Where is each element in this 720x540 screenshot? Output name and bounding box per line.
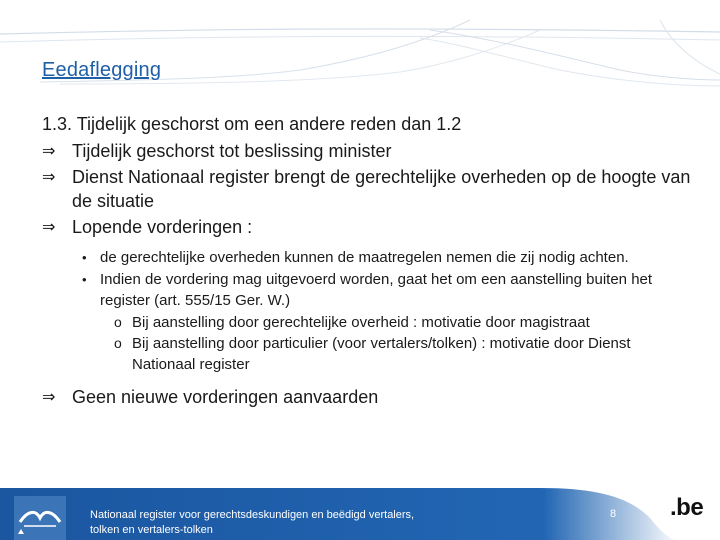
page-number: 8 [610, 508, 617, 520]
arrow-item-text: Lopende vorderingen : [72, 217, 253, 237]
sub-list-item-1 [42, 247, 692, 268]
slide-title: Eedaflegging [42, 59, 162, 81]
section-heading: 1.3. Tijdelijk geschorst om een andere reden dan 1.2 [42, 114, 462, 134]
institution-logo-icon [14, 496, 66, 540]
bullet-icon: • [82, 250, 87, 265]
arrow-item-text: Dienst Nationaal register brengt de gerechtelijke overheden op de hoogte van de situatie [72, 167, 691, 211]
footer [0, 488, 720, 540]
sub-list-item-2 [42, 269, 692, 311]
sub-list [42, 247, 692, 375]
implies-arrow-icon: ⇒ [42, 167, 56, 186]
slide-content [42, 111, 692, 409]
arrow-item-final [42, 385, 692, 409]
circle-bullet-icon: o [114, 314, 122, 330]
subsub-item-text: Bij aanstelling door gerechtelijke overheid : motivatie door magistraat [132, 314, 590, 331]
arrow-item-1 [42, 139, 692, 163]
subsub-list-item-2 [42, 333, 692, 375]
subsub-item-text: Bij aanstelling door particulier (voor vertalers/tolken) : motivatie door Dienst Nationaal register [132, 335, 631, 373]
implies-arrow-icon: ⇒ [42, 387, 56, 406]
arrow-item-text: Tijdelijk geschorst tot beslissing minister [72, 141, 392, 161]
arrow-item-3 [42, 215, 692, 239]
be-logo: .be [670, 494, 704, 521]
circle-bullet-icon: o [114, 335, 122, 351]
arrow-item-2 [42, 165, 692, 213]
arrow-item-text: Geen nieuwe vorderingen aanvaarden [72, 387, 379, 407]
bullet-icon: • [82, 272, 87, 287]
sub-item-text: de gerechtelijke overheden kunnen de maatregelen nemen die zij nodig achten. [100, 249, 629, 266]
sub-item-text: Indien de vordering mag uitgevoerd worden, gaat het om een aanstelling buiten het register (art. 555/15 Ger. W.) [100, 271, 653, 309]
implies-arrow-icon: ⇒ [42, 141, 56, 160]
implies-arrow-icon: ⇒ [42, 217, 56, 236]
decorative-lines [0, 0, 720, 100]
subsub-list-item-1 [42, 312, 692, 333]
footer-text: Nationaal register voor gerechtsdeskundigen en beëdigd vertalers, tolken en vertalers-tolken [90, 509, 415, 536]
